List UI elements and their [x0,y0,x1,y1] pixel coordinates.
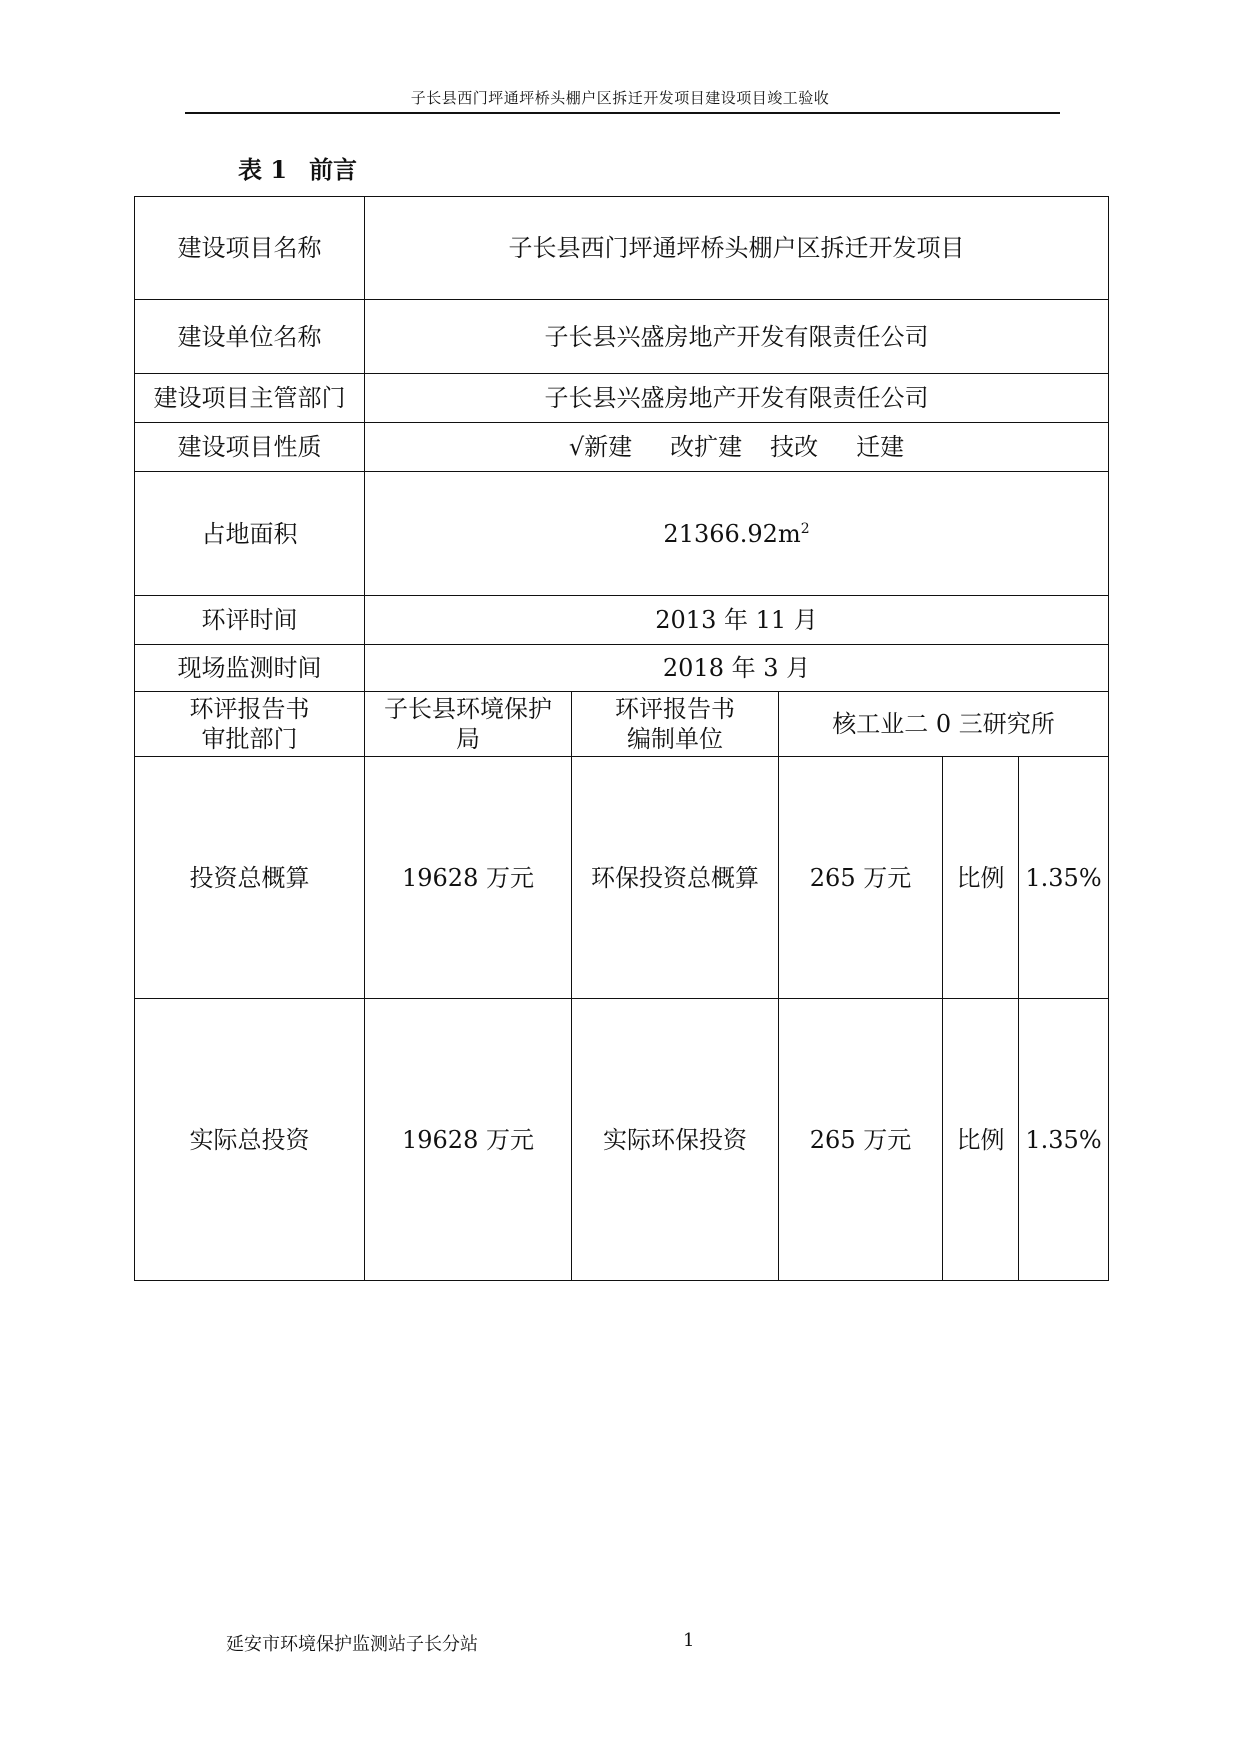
row-area [135,472,1109,596]
page-header-title: 子长县西门坪通坪桥头棚户区拆迁开发项目建设项目竣工验收 [410,89,830,107]
monitor-time-value: 2018 年 3 月 [365,645,1109,692]
nature-label: 建设项目性质 [135,423,365,472]
approval-value [365,692,572,757]
env-budget-label: 环保投资总概算 [572,757,779,999]
nature-option-new: √新建 [568,433,633,461]
preface-table [134,196,1109,1281]
env-budget-value: 265 万元 [779,757,943,999]
compiler-label [572,692,779,757]
unit-name-value: 子长县兴盛房地产开发有限责任公司 [365,300,1109,374]
approval-value-line2: 局 [456,725,480,753]
unit-name-label: 建设单位名称 [135,300,365,374]
authority-value: 子长县兴盛房地产开发有限责任公司 [365,374,1109,423]
area-value [365,472,1109,596]
actual-invest-value: 19628 万元 [365,999,572,1281]
approval-label-line2: 审批部门 [201,725,298,753]
authority-label: 建设项目主管部门 [135,374,365,423]
actual-env-label: 实际环保投资 [572,999,779,1281]
approval-label-line1: 环评报告书 [189,695,310,723]
header-rule [185,112,1060,114]
footer-organization: 延安市环境保护监测站子长分站 [226,1634,478,1655]
table-caption-title: 前言 [309,155,358,184]
compiler-label-line1: 环评报告书 [615,695,735,723]
invest-budget-label: 投资总概算 [135,757,365,999]
area-label: 占地面积 [135,472,365,596]
page-number: 1 [683,1630,695,1651]
eia-time-label: 环评时间 [135,596,365,645]
ratio-value-budget: 1.35% [1019,757,1109,999]
table-caption [238,150,357,185]
row-monitor-time [135,645,1109,692]
compiler-label-line2: 编制单位 [627,725,723,753]
ratio-label-actual: 比例 [943,999,1019,1281]
project-name-label: 建设项目名称 [135,197,365,300]
row-project-name [135,197,1109,300]
monitor-time-label: 现场监测时间 [135,645,365,692]
nature-option-relocation: 迁建 [856,433,905,461]
compiler-value: 核工业二 0 三研究所 [779,692,1109,757]
area-unit-superscript: 2 [800,520,810,537]
project-name-value: 子长县西门坪通坪桥头棚户区拆迁开发项目 [365,197,1109,300]
approval-value-line1: 子长县环境保护 [384,695,552,723]
nature-option-expansion: 改扩建 [670,433,743,461]
row-eia-time [135,596,1109,645]
row-approval [135,692,1109,757]
nature-value [365,423,1109,472]
ratio-value-actual: 1.35% [1019,999,1109,1281]
approval-label [135,692,365,757]
row-authority [135,374,1109,423]
invest-budget-value: 19628 万元 [365,757,572,999]
eia-time-value: 2013 年 11 月 [365,596,1109,645]
table-caption-number: 表 1 [238,155,288,184]
actual-env-value: 265 万元 [779,999,943,1281]
row-investment-budget [135,757,1109,999]
ratio-label-budget: 比例 [943,757,1019,999]
row-unit-name [135,300,1109,374]
row-actual-investment [135,999,1109,1281]
row-nature [135,423,1109,472]
nature-option-tech: 技改 [770,433,819,461]
area-number: 21366.92m [663,519,801,548]
actual-invest-label: 实际总投资 [135,999,365,1281]
